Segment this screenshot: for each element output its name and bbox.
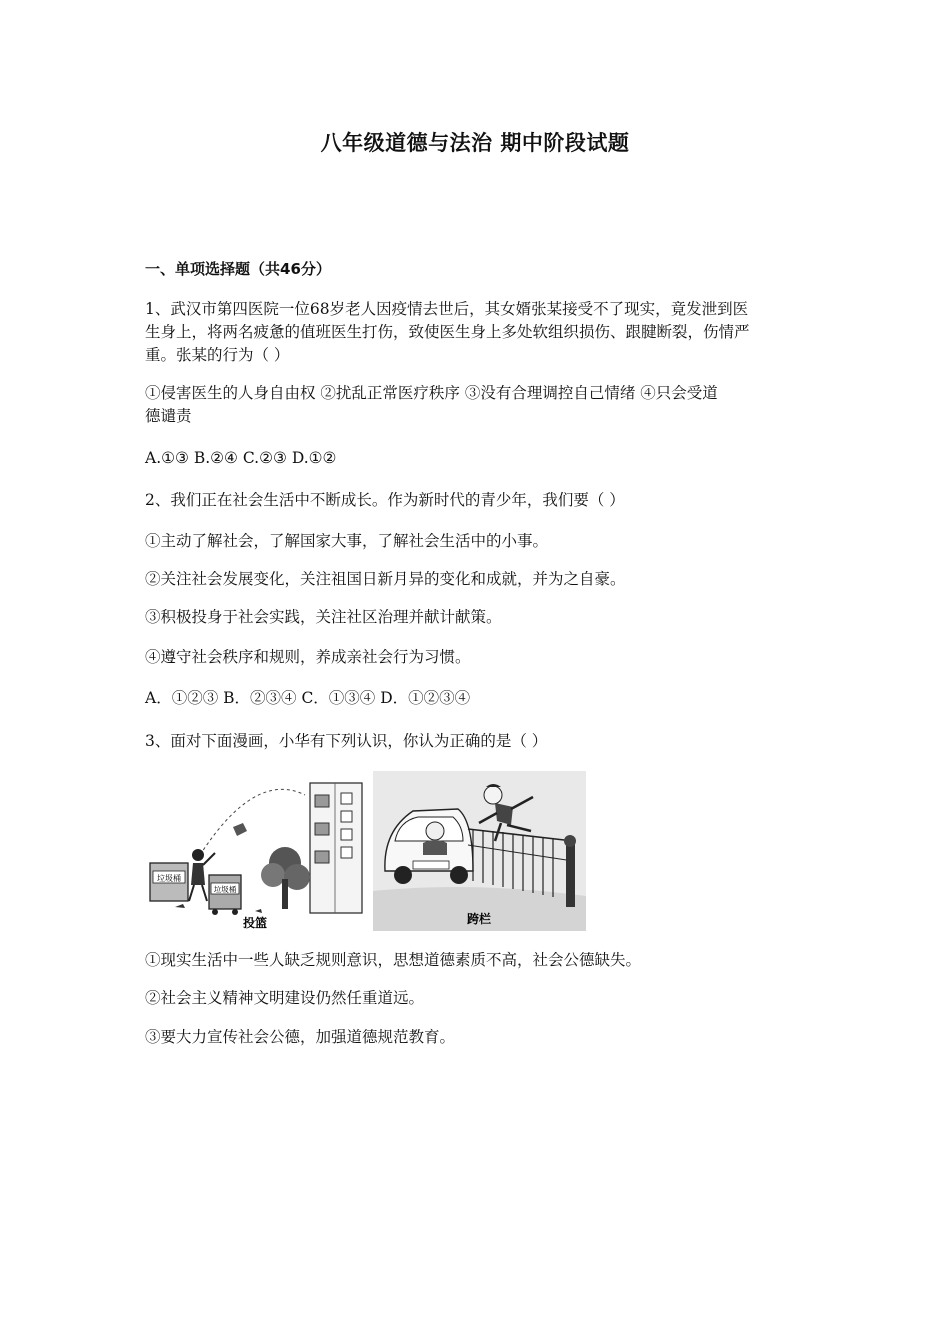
comic-right-caption: 跨栏	[466, 912, 492, 926]
question-2-stem: 2、我们正在社会生活中不断成长。作为新时代的青少年，我们要（ ）	[145, 491, 625, 509]
question-3-stem: 3、面对下面漫画，小华有下列认识，你认为正确的是（ ）	[145, 732, 548, 750]
comic-hurdling	[373, 771, 586, 931]
question-1-options-line-2: 德谴责	[145, 407, 192, 425]
question-2-item-4: ④遵守社会秩序和规则，养成亲社会行为习惯。	[145, 648, 471, 666]
question-1-answers: A.①③ B.②④ C.②③ D.①②	[145, 449, 337, 467]
question-2-item-3: ③积极投身于社会实践，关注社区治理并献计献策。	[145, 608, 502, 626]
question-3-item-3: ③要大力宣传社会公德，加强道德规范教育。	[145, 1028, 456, 1046]
question-1-stem-line-3: 重。张某的行为（ ）	[145, 346, 290, 364]
question-3-item-2: ②社会主义精神文明建设仍然任重道远。	[145, 989, 425, 1007]
question-2-answers: A．①②③ B．②③④ C．①③④ D．①②③④	[145, 689, 471, 707]
question-2-item-2: ②关注社会发展变化，关注祖国日新月异的变化和成就，并为之自豪。	[145, 570, 626, 588]
question-1-options-line-1: ①侵害医生的人身自由权 ②扰乱正常医疗秩序 ③没有合理调控自己情绪 ④只会受道	[145, 384, 718, 402]
trash-bin-label-right: 垃圾桶	[213, 885, 237, 894]
question-3-item-1: ①现实生活中一些人缺乏规则意识，思想道德素质不高，社会公德缺失。	[145, 951, 642, 969]
comic-shooting-hoop	[145, 775, 365, 933]
question-2-item-1: ①主动了解社会，了解国家大事，了解社会生活中的小事。	[145, 532, 549, 550]
section-heading: 一、单项选择题（共46分）	[145, 260, 331, 278]
page-title: 八年级道德与法治 期中阶段试题	[320, 131, 630, 155]
comic-left-caption: 投篮	[242, 916, 268, 930]
question-1-stem-line-2: 生身上，将两名疲惫的值班医生打伤，致使医生身上多处软组织损伤、跟腱断裂，伤情严	[145, 323, 750, 341]
question-1-stem-line-1: 1、武汉市第四医院一位68岁老人因疫情去世后，其女婿张某接受不了现实，竟发泄到医	[145, 300, 749, 318]
trash-bin-label-left: 垃圾桶	[157, 874, 181, 883]
